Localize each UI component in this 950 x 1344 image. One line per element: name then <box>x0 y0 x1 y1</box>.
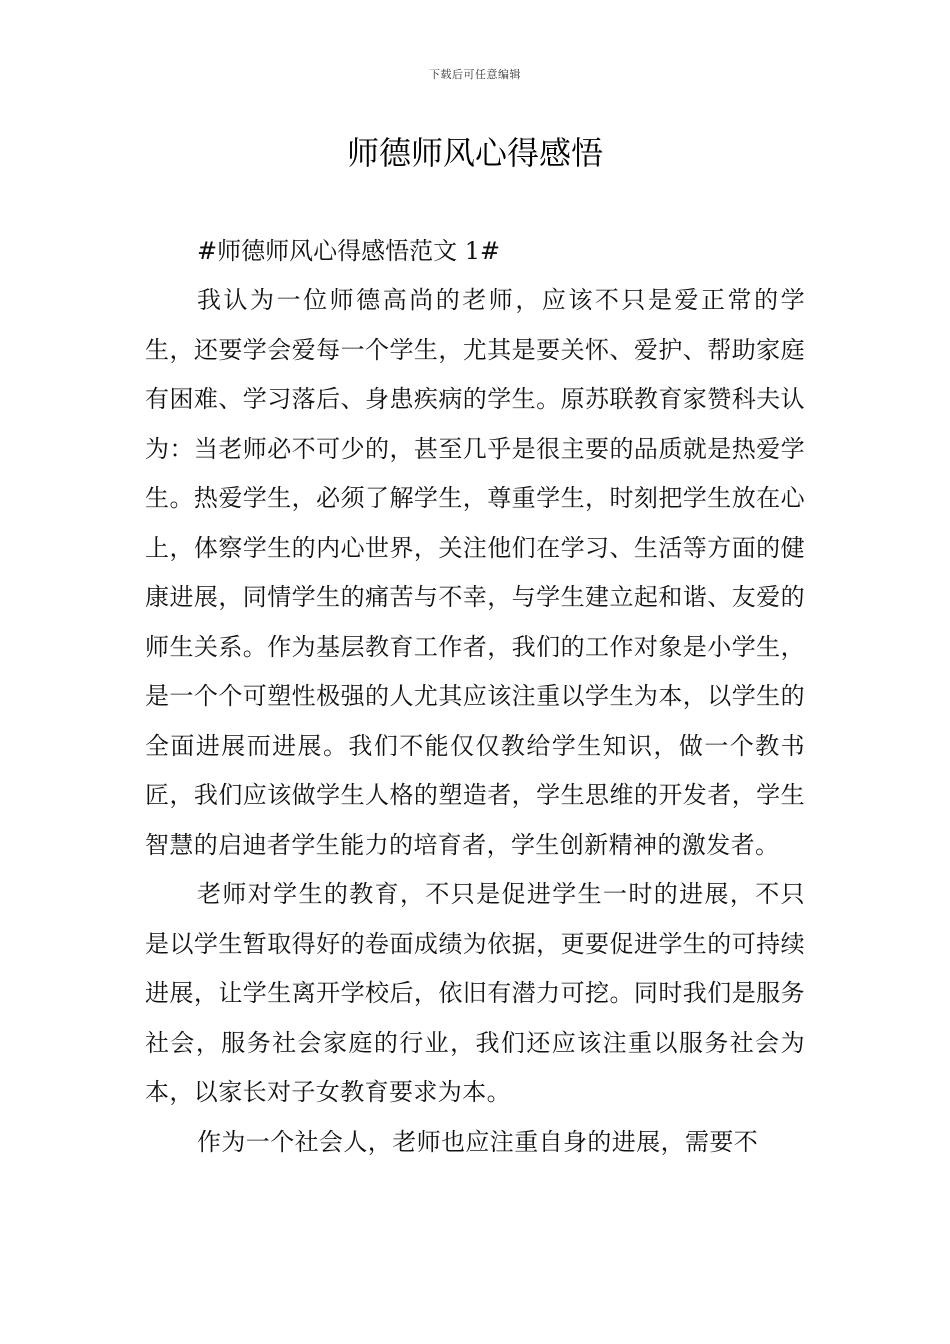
body-paragraph-1: 我认为一位师德高尚的老师，应该不只是爱正常的学生，还要学会爱每一个学生，尤其是要关怀、爱护、帮助家庭有困难、学习落后、身患疾病的学生。原苏联教育家赞科夫认为：当老师必不可少的，甚至几乎是很主要的品质就是热爱学生。热爱学生，必须了解学生，尊重学生，时刻把学生放在心上，体察学生的内心世界，关注他们在学习、生活等方面的健康进展，同情学生的痛苦与不幸，与学生建立起和谐、友爱的师生关系。作为基层教育工作者，我们的工作对象是小学生，是一个个可塑性极强的人尤其应该注重以学生为本，以学生的全面进展而进展。我们不能仅仅教给学生知识，做一个教书匠，我们应该做学生人格的塑造者，学生思维的开发者，学生智慧的启迪者学生能力的培育者，学生创新精神的激发者。 <box>145 286 805 859</box>
document-body <box>145 226 805 1167</box>
body-paragraph-3: 作为一个社会人，老师也应注重自身的进展，需要不 <box>197 1127 759 1156</box>
section-heading: #师德师风心得感悟范文 1# <box>197 237 501 265</box>
body-paragraph-2: 老师对学生的教育，不只是促进学生一时的进展，不只是以学生暂取得好的卷面成绩为依据，更要促进学生的可持续进展，让学生离开学校后，依旧有潜力可挖。同时我们是服务社会，服务社会家庭的行业，我们还应该注重以服务社会为本，以家长对子女教育要求为本。 <box>145 880 805 1106</box>
header-note: 下载后可任意编辑 <box>429 68 521 81</box>
document-title: 师德师风心得感悟 <box>346 134 603 172</box>
